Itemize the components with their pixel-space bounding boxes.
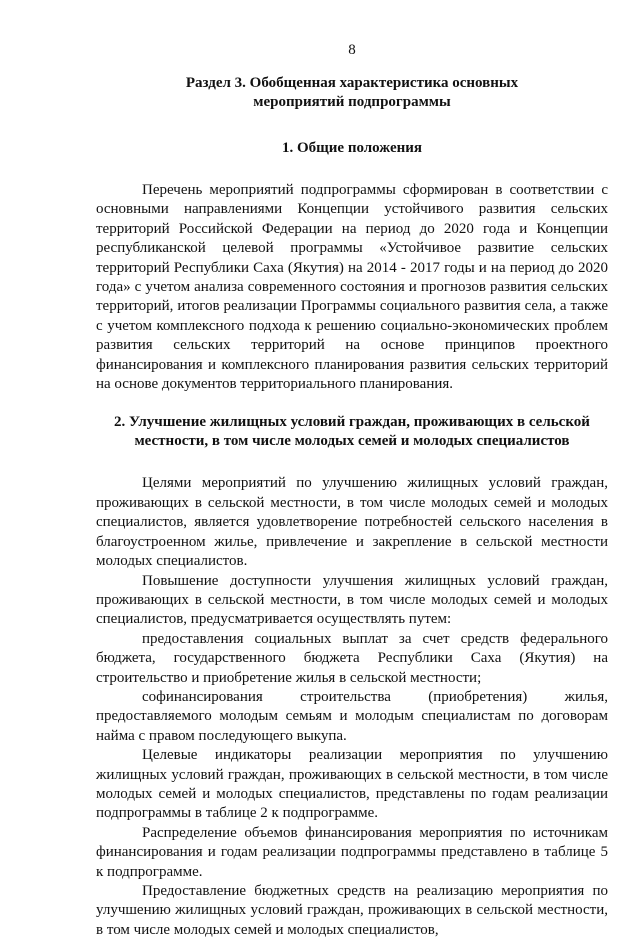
paragraph: Перечень мероприятий подпрограммы сформирован в соответствии с основными направлениями Концепции устойчивого развития сельских территорий Российской Федерации на период до 2020 года и Концепции республиканской целевой программы «Устойчивое развитие сельских территорий Республики Саха (Якутия) на 2014 - 2017 годы и на период до 2020 года» с учетом анализа современного состояния и прогнозов развития сельских территорий, итогов реализации Программы социального развития села, а также с учетом комплексного подхода к решению социально-экономических проблем развития сельских территорий на основе принципов проектного финансирования и комплексного планирования развития сельских территорий на основе документов территориального планирования.: [96, 182, 608, 393]
section-title: [96, 74, 608, 112]
paragraph: Распределение объемов финансирования мероприятия по источникам финансирования и годам реализации подпрограммы представлено в таблице 5 к подпрограмме.: [96, 824, 608, 880]
subsection-2-heading-line-1: 2. Улучшение жилищных условий граждан, проживающих в сельской: [114, 414, 590, 431]
section-title-line-1: Раздел 3. Обобщенная характеристика основных: [185, 75, 519, 91]
paragraph: предоставления социальных выплат за счет средств федерального бюджета, государственного бюджета Республики Саха (Якутия) на строительство и приобретение жилья в сельской местности;: [96, 630, 608, 686]
paragraph: Повышение доступности улучшения жилищных условий граждан, проживающих в сельской местности, в том числе молодых семей и молодых специалистов, предусматривается осуществлять путем:: [96, 572, 608, 628]
subsection-1-heading: 1. Общие положения: [281, 140, 423, 156]
subsection-1-body: [96, 181, 608, 394]
paragraph: Целевые индикаторы реализации мероприятия по улучшению жилищных условий граждан, проживающих в сельской местности, в том числе молодых семей и молодых специалистов, представлены по годам реализации подпрограммы в таблице 2 к подпрограмме.: [96, 747, 608, 822]
section-title-line-2: мероприятий подпрограммы: [253, 94, 451, 110]
subsection-2-body: [96, 474, 608, 940]
paragraph: софинансирования строительства (приобретения) жилья, предоставляемого молодым семьям и молодым специалистам по договорам найма с правом последующего выкупа.: [96, 688, 608, 744]
page-number: 8: [348, 42, 356, 58]
paragraph: Целями мероприятий по улучшению жилищных условий граждан, проживающих в сельской местности, в том числе молодых семей и молодых специалистов, является удовлетворение потребностей сельского населения в благоустроенном жилье, привлечение и закрепление в сельской местности молодых специалистов.: [96, 475, 608, 570]
subsection-2-heading: [96, 413, 608, 451]
subsection-2-heading-line-2: местности, в том числе молодых семей и молодых специалистов: [134, 433, 570, 450]
paragraph: Предоставление бюджетных средств на реализацию мероприятия по улучшению жилищных условий граждан, проживающих в сельской местности, в том числе молодых семей и молодых специалистов,: [96, 883, 608, 938]
